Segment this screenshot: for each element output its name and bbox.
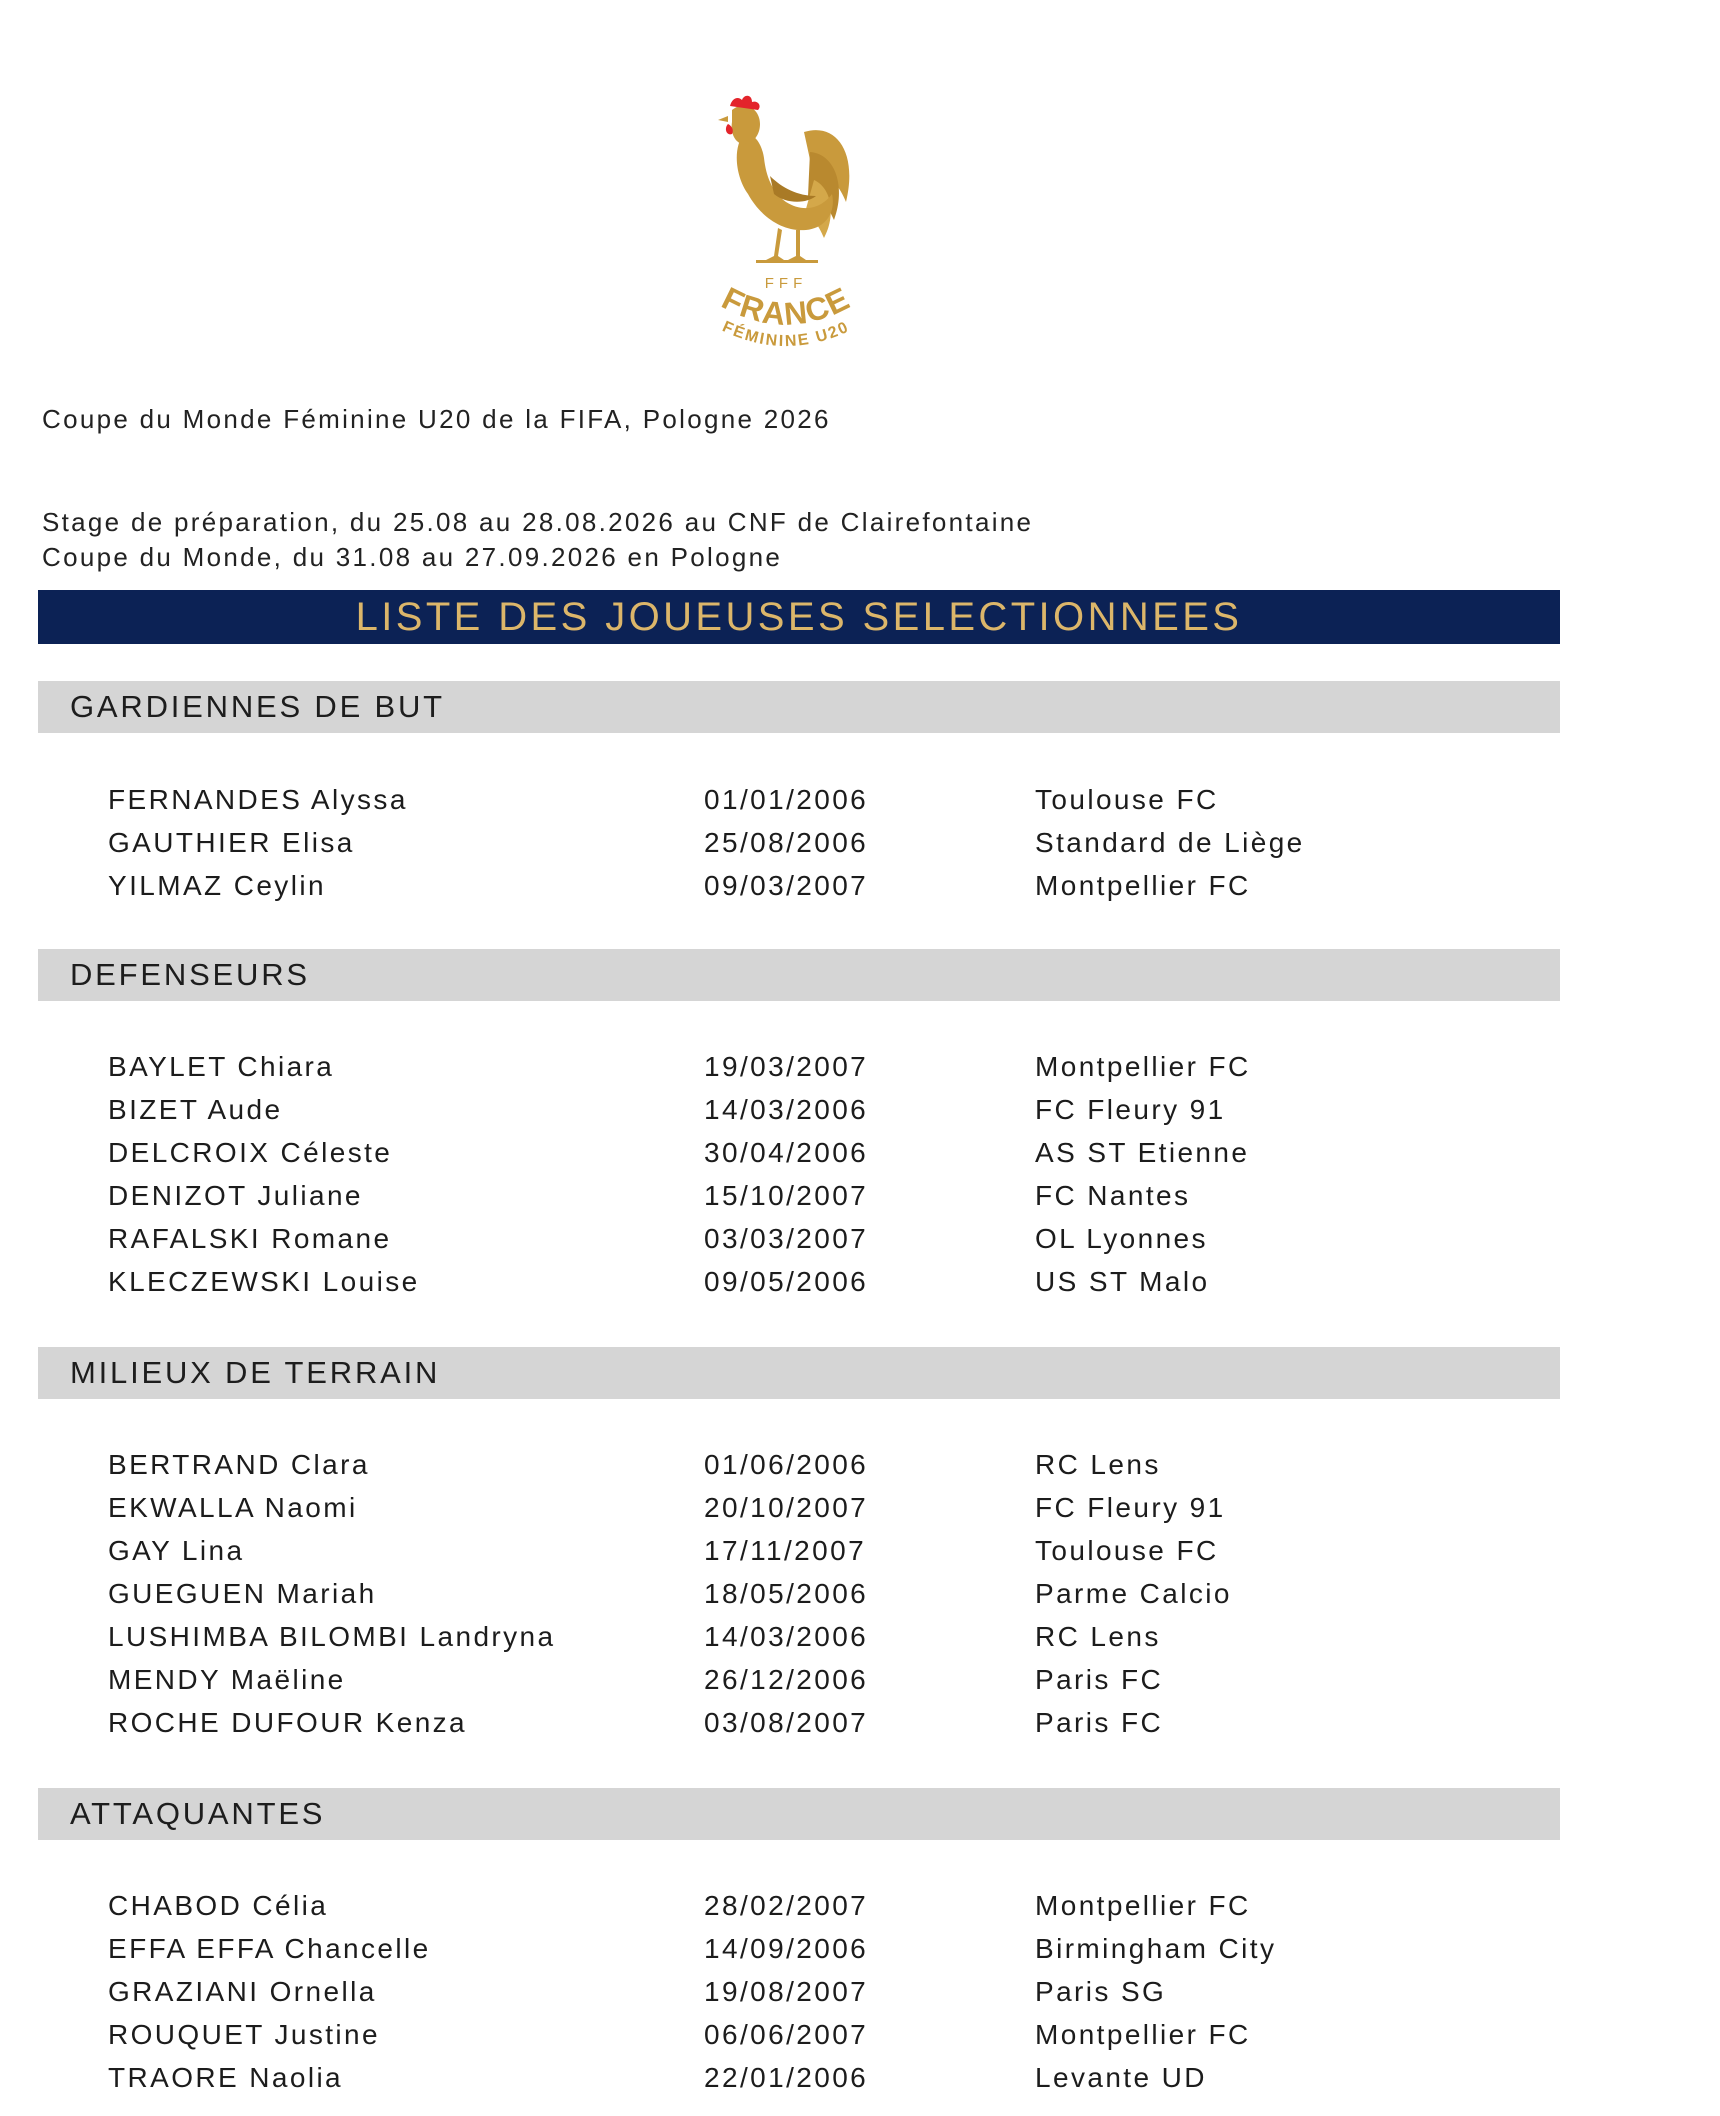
player-name: MENDY Maëline bbox=[108, 1664, 346, 1695]
player-club: FC Fleury 91 bbox=[1035, 1094, 1226, 1125]
player-row bbox=[0, 1133, 1720, 1173]
player-birthdate: 06/06/2007 bbox=[704, 2019, 869, 2050]
player-birthdate: 28/02/2007 bbox=[704, 1890, 869, 1921]
player-row bbox=[0, 1972, 1720, 2012]
player-row bbox=[0, 1090, 1720, 1130]
player-club: Montpellier FC bbox=[1035, 2019, 1251, 2050]
preparation-stage-info: Stage de préparation, du 25.08 au 28.08.2026 au CNF de Clairefontaine bbox=[42, 507, 1034, 537]
player-club: Parme Calcio bbox=[1035, 1578, 1232, 1609]
player-row bbox=[0, 1219, 1720, 1259]
player-row bbox=[0, 1262, 1720, 1302]
player-row bbox=[0, 780, 1720, 820]
player-birthdate: 03/03/2007 bbox=[704, 1223, 869, 1254]
player-birthdate: 22/01/2006 bbox=[704, 2062, 869, 2093]
player-club: FC Nantes bbox=[1035, 1180, 1191, 1211]
player-row bbox=[0, 1047, 1720, 1087]
player-birthdate: 14/03/2006 bbox=[704, 1621, 869, 1652]
player-birthdate: 15/10/2007 bbox=[704, 1180, 869, 1211]
player-birthdate: 30/04/2006 bbox=[704, 1137, 869, 1168]
player-name: YILMAZ Ceylin bbox=[108, 870, 326, 901]
player-name: GUEGUEN Mariah bbox=[108, 1578, 377, 1609]
player-name: ROUQUET Justine bbox=[108, 2019, 380, 2050]
banner-title: LISTE DES JOUEUSES SELECTIONNEES bbox=[355, 594, 1243, 639]
player-row bbox=[0, 1929, 1720, 1969]
player-birthdate: 09/05/2006 bbox=[704, 1266, 869, 1297]
player-club: Birmingham City bbox=[1035, 1933, 1277, 1964]
player-name: EFFA EFFA Chancelle bbox=[108, 1933, 431, 1964]
player-club: Paris SG bbox=[1035, 1976, 1167, 2007]
player-birthdate: 18/05/2006 bbox=[704, 1578, 869, 1609]
player-club: Toulouse FC bbox=[1035, 784, 1219, 815]
player-birthdate: 14/03/2006 bbox=[704, 1094, 869, 1125]
player-row bbox=[0, 1445, 1720, 1485]
player-birthdate: 19/08/2007 bbox=[704, 1976, 869, 2007]
section-header-forwards bbox=[38, 1788, 1560, 1840]
player-birthdate: 09/03/2007 bbox=[704, 870, 869, 901]
player-name: GAY Lina bbox=[108, 1535, 245, 1566]
player-row bbox=[0, 1531, 1720, 1571]
player-club: Toulouse FC bbox=[1035, 1535, 1219, 1566]
player-club: Montpellier FC bbox=[1035, 1890, 1251, 1921]
selected-players-banner bbox=[38, 590, 1560, 644]
player-club: RC Lens bbox=[1035, 1449, 1161, 1480]
player-club: FC Fleury 91 bbox=[1035, 1492, 1226, 1523]
section-title: ATTAQUANTES bbox=[70, 1796, 326, 1831]
player-row bbox=[0, 823, 1720, 863]
section-header-goalkeepers bbox=[38, 681, 1560, 733]
world-cup-dates-info: Coupe du Monde, du 31.08 au 27.09.2026 en Pologne bbox=[42, 542, 783, 572]
player-club: Levante UD bbox=[1035, 2062, 1207, 2093]
player-birthdate: 25/08/2006 bbox=[704, 827, 869, 858]
player-name: BAYLET Chiara bbox=[108, 1051, 335, 1082]
player-name: KLECZEWSKI Louise bbox=[108, 1266, 420, 1297]
section-title: GARDIENNES DE BUT bbox=[70, 689, 445, 724]
player-club: RC Lens bbox=[1035, 1621, 1161, 1652]
section-title: DEFENSEURS bbox=[70, 957, 310, 992]
player-row bbox=[0, 2058, 1720, 2098]
player-birthdate: 03/08/2007 bbox=[704, 1707, 869, 1738]
player-row bbox=[0, 866, 1720, 906]
player-name: LUSHIMBA BILOMBI Landryna bbox=[108, 1621, 556, 1652]
fff-france-feminine-u20-logo bbox=[686, 92, 886, 362]
player-row bbox=[0, 1574, 1720, 1614]
player-name: RAFALSKI Romane bbox=[108, 1223, 392, 1254]
player-birthdate: 14/09/2006 bbox=[704, 1933, 869, 1964]
section-header-defenders bbox=[38, 949, 1560, 1001]
player-row bbox=[0, 2015, 1720, 2055]
player-birthdate: 26/12/2006 bbox=[704, 1664, 869, 1695]
player-birthdate: 19/03/2007 bbox=[704, 1051, 869, 1082]
player-birthdate: 01/01/2006 bbox=[704, 784, 869, 815]
player-club: Standard de Liège bbox=[1035, 827, 1305, 858]
player-name: GRAZIANI Ornella bbox=[108, 1976, 377, 2007]
logo-main-text: FRANCE bbox=[716, 279, 856, 333]
player-birthdate: 20/10/2007 bbox=[704, 1492, 869, 1523]
player-row bbox=[0, 1617, 1720, 1657]
logo-sub-text: FÉMININE U20 bbox=[719, 318, 853, 351]
player-club: Paris FC bbox=[1035, 1707, 1164, 1738]
player-birthdate: 17/11/2007 bbox=[704, 1535, 867, 1566]
competition-title: Coupe du Monde Féminine U20 de la FIFA, Pologne 2026 bbox=[42, 404, 831, 434]
player-club: Paris FC bbox=[1035, 1664, 1164, 1695]
player-name: BERTRAND Clara bbox=[108, 1449, 370, 1480]
player-club: Montpellier FC bbox=[1035, 1051, 1251, 1082]
player-birthdate: 01/06/2006 bbox=[704, 1449, 869, 1480]
player-name: CHABOD Célia bbox=[108, 1890, 329, 1921]
logo-top-text: FFF bbox=[764, 275, 808, 292]
section-title: MILIEUX DE TERRAIN bbox=[70, 1355, 441, 1390]
player-club: OL Lyonnes bbox=[1035, 1223, 1208, 1254]
player-row bbox=[0, 1703, 1720, 1743]
player-name: DENIZOT Juliane bbox=[108, 1180, 363, 1211]
player-name: EKWALLA Naomi bbox=[108, 1492, 358, 1523]
player-club: US ST Malo bbox=[1035, 1266, 1210, 1297]
player-name: DELCROIX Céleste bbox=[108, 1137, 393, 1168]
player-club: AS ST Etienne bbox=[1035, 1137, 1250, 1168]
player-row bbox=[0, 1886, 1720, 1926]
section-header-midfielders bbox=[38, 1347, 1560, 1399]
player-name: BIZET Aude bbox=[108, 1094, 283, 1125]
player-name: GAUTHIER Elisa bbox=[108, 827, 355, 858]
player-row bbox=[0, 1176, 1720, 1216]
player-name: TRAORE Naolia bbox=[108, 2062, 344, 2093]
player-row bbox=[0, 1660, 1720, 1700]
player-name: FERNANDES Alyssa bbox=[108, 784, 408, 815]
rooster-icon bbox=[686, 92, 886, 362]
player-name: ROCHE DUFOUR Kenza bbox=[108, 1707, 468, 1738]
player-row bbox=[0, 1488, 1720, 1528]
player-club: Montpellier FC bbox=[1035, 870, 1251, 901]
